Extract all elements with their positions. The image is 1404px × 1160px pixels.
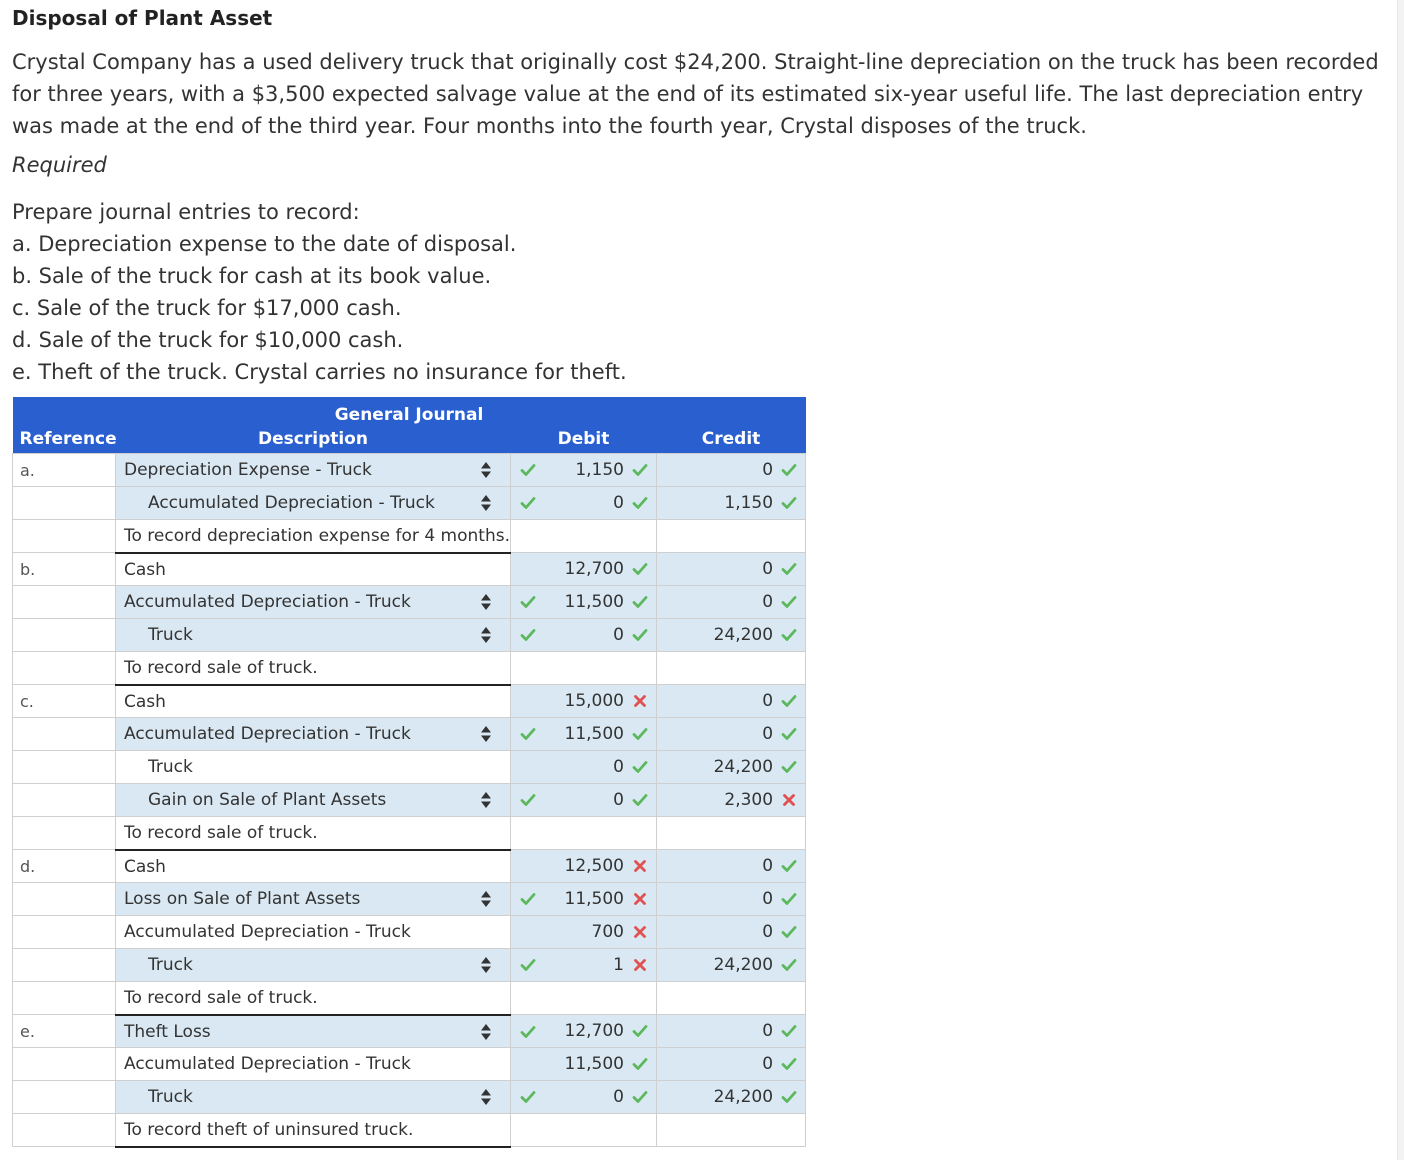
credit-input[interactable] [657, 454, 806, 487]
check-icon [520, 891, 536, 907]
account-name: Accumulated Depreciation - Truck [124, 922, 411, 942]
select-arrows-icon [480, 1088, 492, 1106]
debit-cell-empty [511, 817, 657, 850]
select-arrows-icon [480, 791, 492, 809]
instruction-item: d. Sale of the truck for $10,000 cash. [12, 328, 404, 352]
credit-value: 24,200 [713, 625, 774, 645]
check-icon [520, 957, 536, 973]
reference-cell [13, 751, 116, 784]
account-cell [116, 685, 511, 718]
check-icon [632, 726, 648, 742]
instructions [12, 196, 627, 388]
journal-entry-row [13, 751, 806, 784]
reference-cell [13, 982, 116, 1015]
check-icon [520, 792, 536, 808]
credit-input[interactable] [657, 487, 806, 520]
account-name: Truck [148, 625, 193, 645]
debit-value: 12,700 [564, 1021, 624, 1041]
check-icon [632, 1056, 648, 1072]
column-header-reference: Reference [13, 425, 116, 454]
reference-cell [13, 1114, 116, 1147]
check-icon [781, 957, 797, 973]
account-select[interactable] [116, 949, 511, 982]
reference-cell [13, 520, 116, 553]
account-name: Depreciation Expense - Truck [124, 460, 372, 480]
account-name: Loss on Sale of Plant Assets [124, 889, 361, 909]
debit-value: 700 [591, 922, 624, 942]
debit-value: 12,700 [564, 559, 624, 579]
journal-narration-row [13, 520, 806, 553]
account-name: Theft Loss [124, 1021, 211, 1042]
credit-cell-empty [657, 652, 806, 685]
credit-value: 2,300 [724, 790, 774, 810]
instruction-item: a. Depreciation expense to the date of disposal. [12, 232, 517, 256]
debit-value: 15,000 [564, 691, 624, 711]
account-name: Accumulated Depreciation - Truck [124, 592, 411, 612]
reference-cell: d. [13, 850, 116, 883]
account-name: Accumulated Depreciation - Truck [148, 493, 435, 513]
credit-value: 1,150 [724, 493, 774, 513]
debit-cell-empty [511, 982, 657, 1015]
journal-narration-row [13, 982, 806, 1015]
instruction-item: c. Sale of the truck for $17,000 cash. [12, 296, 402, 320]
credit-input[interactable] [657, 586, 806, 619]
check-icon [632, 561, 648, 577]
credit-input[interactable] [657, 553, 806, 586]
reference-cell: b. [13, 553, 116, 586]
select-arrows-icon [480, 890, 492, 908]
page-scrollbar[interactable] [1397, 0, 1404, 1160]
check-icon [520, 594, 536, 610]
account-name: Cash [124, 856, 166, 877]
x-icon [632, 957, 648, 973]
instruction-item: e. Theft of the truck. Crystal carries no insurance for theft. [12, 360, 627, 384]
x-icon [632, 924, 648, 940]
column-header-description: Description [116, 425, 511, 454]
journal-entry-row [13, 553, 806, 586]
check-icon [781, 627, 797, 643]
account-select[interactable] [116, 718, 511, 751]
reference-cell [13, 487, 116, 520]
reference-cell [13, 916, 116, 949]
credit-input[interactable] [657, 949, 806, 982]
reference-cell [13, 883, 116, 916]
narration-text: To record theft of uninsured truck. [124, 1120, 414, 1140]
narration-text: To record sale of truck. [124, 988, 318, 1008]
credit-value: 0 [762, 856, 774, 876]
debit-cell-empty [511, 520, 657, 553]
journal-entry-row [13, 850, 806, 883]
debit-input[interactable] [511, 553, 657, 586]
narration-input[interactable] [116, 520, 511, 553]
x-icon [632, 891, 648, 907]
narration-input[interactable] [116, 982, 511, 1015]
credit-value: 0 [762, 1021, 774, 1041]
debit-cell-empty [511, 1114, 657, 1147]
check-icon [632, 759, 648, 775]
column-header-debit: Debit [511, 425, 657, 454]
reference-cell [13, 718, 116, 751]
credit-input[interactable] [657, 1015, 806, 1048]
credit-value: 0 [762, 724, 774, 744]
journal-narration-row [13, 652, 806, 685]
credit-input[interactable] [657, 1081, 806, 1114]
check-icon [781, 726, 797, 742]
check-icon [781, 495, 797, 511]
journal-entry-row [13, 685, 806, 718]
check-icon [781, 594, 797, 610]
account-name: Truck [148, 955, 193, 975]
credit-cell-empty [657, 520, 806, 553]
debit-value: 0 [613, 757, 624, 777]
x-icon [632, 858, 648, 874]
account-cell [116, 553, 511, 586]
reference-cell [13, 652, 116, 685]
account-select[interactable] [116, 586, 511, 619]
narration-input[interactable] [116, 817, 511, 850]
journal-entry-row [13, 487, 806, 520]
check-icon [520, 726, 536, 742]
account-name: Accumulated Depreciation - Truck [124, 1054, 411, 1074]
reference-cell: c. [13, 685, 116, 718]
check-icon [520, 627, 536, 643]
credit-input[interactable] [657, 916, 806, 949]
reference-cell [13, 1081, 116, 1114]
debit-value: 11,500 [564, 592, 624, 612]
journal-entry-row [13, 454, 806, 487]
debit-input[interactable] [511, 916, 657, 949]
select-arrows-icon [480, 626, 492, 644]
credit-value: 0 [762, 592, 774, 612]
debit-cell-empty [511, 652, 657, 685]
check-icon [520, 495, 536, 511]
check-icon [781, 462, 797, 478]
account-name: Cash [124, 559, 166, 580]
journal-title: General Journal [13, 397, 806, 425]
account-select[interactable] [116, 619, 511, 652]
journal-entry-row [13, 1081, 806, 1114]
problem-statement: Crystal Company has a used delivery truck that originally cost $24,200. Straight-line depreciation on the truck has been recorded for three years, with a $3,500 expected salvage value at the end of its estimated six-year useful life. The last depreciation entry was made at the end of the third year. Four months into the fourth year, Crystal disposes of the truck. [12, 50, 1379, 138]
credit-value: 0 [762, 1054, 774, 1074]
select-arrows-icon [480, 725, 492, 743]
debit-value: 11,500 [564, 724, 624, 744]
narration-input[interactable] [116, 652, 511, 685]
column-header-credit: Credit [657, 425, 806, 454]
reference-cell [13, 586, 116, 619]
debit-value: 0 [613, 1087, 624, 1107]
journal-entry-row [13, 949, 806, 982]
select-arrows-icon [480, 494, 492, 512]
debit-input[interactable] [511, 685, 657, 718]
reference-cell [13, 1048, 116, 1081]
check-icon [520, 1024, 536, 1040]
account-name: Gain on Sale of Plant Assets [148, 790, 387, 810]
check-icon [781, 1089, 797, 1105]
narration-text: To record depreciation expense for 4 months. [124, 526, 510, 546]
credit-input[interactable] [657, 685, 806, 718]
credit-input[interactable] [657, 883, 806, 916]
select-arrows-icon [480, 593, 492, 611]
reference-cell: e. [13, 1015, 116, 1048]
journal-entry-row [13, 916, 806, 949]
debit-value: 11,500 [564, 889, 624, 909]
x-icon [632, 693, 648, 709]
reference-cell: a. [13, 454, 116, 487]
credit-input[interactable] [657, 718, 806, 751]
account-cell [116, 916, 511, 949]
credit-value: 0 [762, 460, 774, 480]
account-name: Cash [124, 691, 166, 712]
check-icon [781, 759, 797, 775]
account-cell [116, 751, 511, 784]
reference-cell [13, 949, 116, 982]
account-select[interactable] [116, 454, 511, 487]
check-icon [781, 1023, 797, 1039]
check-icon [632, 1089, 648, 1105]
debit-input[interactable] [511, 751, 657, 784]
instructions-intro: Prepare journal entries to record: [12, 200, 360, 224]
reference-cell [13, 817, 116, 850]
select-arrows-icon [480, 461, 492, 479]
credit-input[interactable] [657, 751, 806, 784]
journal-entry-row [13, 718, 806, 751]
credit-cell-empty [657, 982, 806, 1015]
reference-cell [13, 784, 116, 817]
credit-value: 24,200 [713, 955, 774, 975]
debit-value: 1,150 [575, 460, 624, 480]
journal-narration-row [13, 817, 806, 850]
credit-input[interactable] [657, 619, 806, 652]
select-arrows-icon [480, 956, 492, 974]
journal-entry-row [13, 883, 806, 916]
debit-value: 0 [613, 493, 624, 513]
select-arrows-icon [480, 1023, 492, 1041]
debit-value: 12,500 [564, 856, 624, 876]
check-icon [781, 561, 797, 577]
debit-value: 0 [613, 625, 624, 645]
credit-input[interactable] [657, 784, 806, 817]
journal-entry-row [13, 1048, 806, 1081]
reference-cell [13, 619, 116, 652]
credit-value: 0 [762, 922, 774, 942]
check-icon [632, 1023, 648, 1039]
account-cell [116, 1048, 511, 1081]
narration-text: To record sale of truck. [124, 823, 318, 843]
journal-narration-row [13, 1114, 806, 1147]
credit-input[interactable] [657, 850, 806, 883]
check-icon [781, 693, 797, 709]
journal-entry-row [13, 619, 806, 652]
account-cell [116, 850, 511, 883]
check-icon [632, 792, 648, 808]
check-icon [781, 924, 797, 940]
credit-input[interactable] [657, 1048, 806, 1081]
credit-cell-empty [657, 1114, 806, 1147]
account-select[interactable] [116, 784, 511, 817]
debit-input[interactable] [511, 1048, 657, 1081]
check-icon [632, 495, 648, 511]
narration-input[interactable] [116, 1114, 511, 1147]
credit-value: 24,200 [713, 1087, 774, 1107]
check-icon [781, 858, 797, 874]
credit-value: 0 [762, 889, 774, 909]
required-label: Required [12, 153, 107, 177]
instruction-item: b. Sale of the truck for cash at its book value. [12, 264, 492, 288]
journal-entry-row [13, 784, 806, 817]
check-icon [632, 627, 648, 643]
account-select[interactable] [116, 1015, 511, 1048]
account-select[interactable] [116, 883, 511, 916]
debit-value: 1 [613, 955, 624, 975]
account-select[interactable] [116, 1081, 511, 1114]
debit-value: 11,500 [564, 1054, 624, 1074]
check-icon [632, 594, 648, 610]
account-name: Truck [148, 1087, 193, 1107]
debit-value: 0 [613, 790, 624, 810]
debit-input[interactable] [511, 850, 657, 883]
narration-text: To record sale of truck. [124, 658, 318, 678]
problem-title: Disposal of Plant Asset [12, 6, 273, 30]
credit-value: 0 [762, 691, 774, 711]
credit-value: 0 [762, 559, 774, 579]
journal-entry-row [13, 1015, 806, 1048]
check-icon [520, 462, 536, 478]
journal-body [13, 454, 806, 1147]
credit-cell-empty [657, 817, 806, 850]
account-name: Truck [148, 757, 193, 777]
account-select[interactable] [116, 487, 511, 520]
journal-entry-row [13, 586, 806, 619]
check-icon [520, 1089, 536, 1105]
general-journal-table [12, 397, 806, 1148]
account-name: Accumulated Depreciation - Truck [124, 724, 411, 744]
check-icon [781, 1056, 797, 1072]
x-icon [781, 792, 797, 808]
check-icon [632, 462, 648, 478]
credit-value: 24,200 [713, 757, 774, 777]
check-icon [781, 891, 797, 907]
